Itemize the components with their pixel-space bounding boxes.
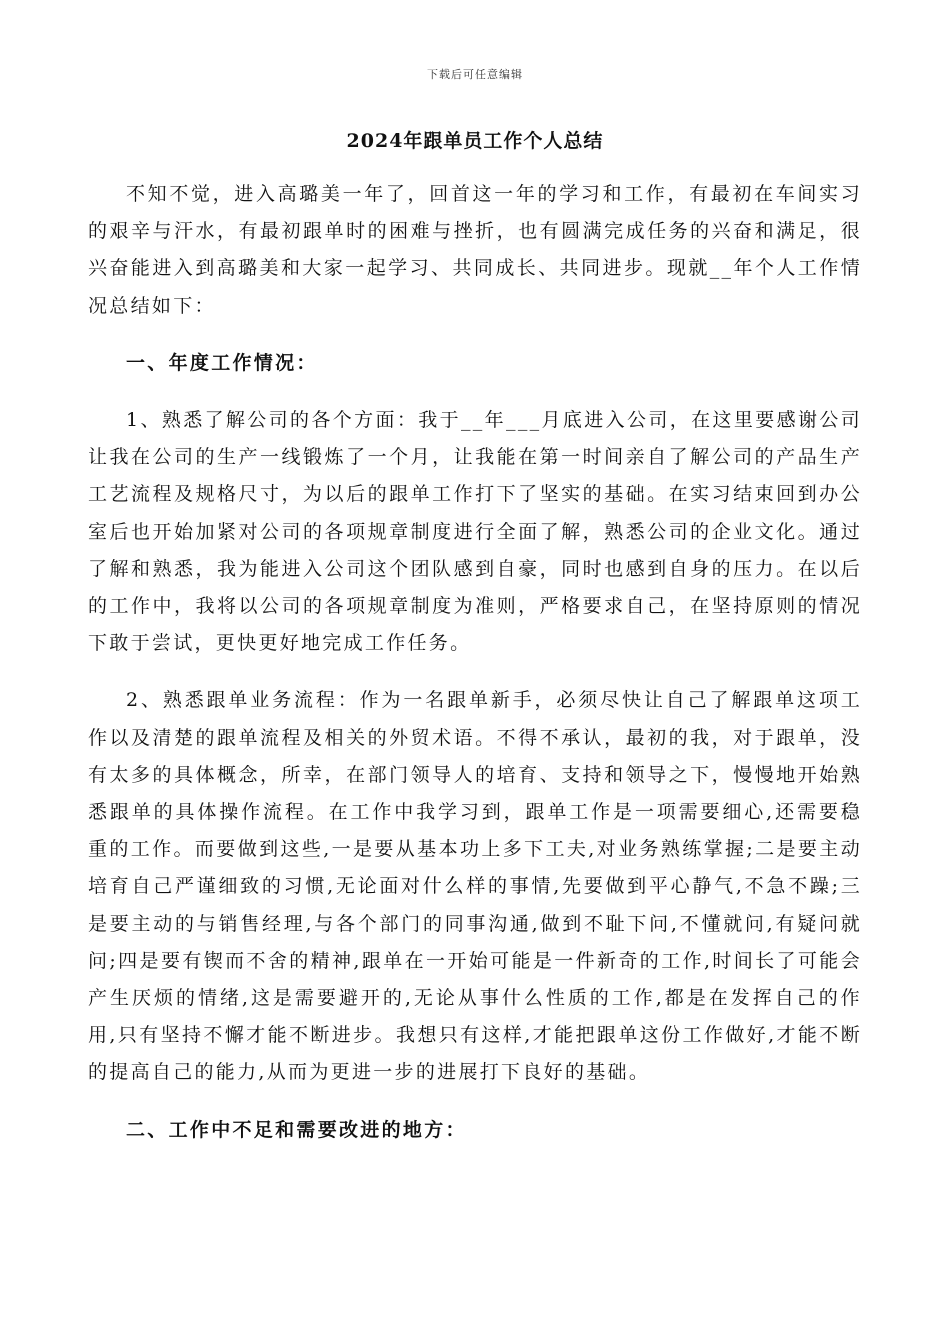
section-1-item-1: 1、熟悉了解公司的各个方面：我于__年___月底进入公司，在这里要感谢公司让我在公司的生产一线锻炼了一个月，让我能在第一时间亲自了解公司的产品生产工艺流程及规格尺寸，为以后的跟单工作打下了坚实的基础。在实习结束回到办公室后也开始加紧对公司的各项规章制度进行全面了解，熟悉公司的企业文化。通过了解和熟悉，我为能进入公司这个团队感到自豪，同时也感到自身的压力。在以后的工作中，我将以公司的各项规章制度为准则，严格要求自己，在坚持原则的情况下敢于尝试，更快更好地完成工作任务。 xyxy=(88,409,862,655)
section-2-heading: 二、工作中不足和需要改进的地方： xyxy=(126,1118,467,1141)
spacer xyxy=(88,662,862,682)
spacer xyxy=(88,382,862,402)
header-note: 下载后可任意编辑 xyxy=(427,68,523,81)
intro-paragraph: 不知不觉，进入高璐美一年了，回首这一年的学习和工作，有最初在车间实习的艰辛与汗水，有最初跟单时的困难与挫折，也有圆满完成任务的兴奋和满足，很兴奋能进入到高璐美和大家一起学习、共同成长、共同进步。现就__年个人工作情况总结如下： xyxy=(88,183,862,317)
spacer xyxy=(88,1092,862,1112)
spacer xyxy=(88,325,862,345)
section-1-heading: 一、年度工作情况： xyxy=(126,351,318,374)
document-title: 2024年跟单员工作个人总结 xyxy=(346,130,604,152)
document-body xyxy=(88,176,862,1149)
section-1-item-2: 2、熟悉跟单业务流程：作为一名跟单新手，必须尽快让自己了解跟单这项工作以及清楚的跟单流程及相关的外贸术语。不得不承认，最初的我，对于跟单，没有太多的具体概念，所幸，在部门领导人的培育、支持和领导之下，慢慢地开始熟悉跟单的具体操作流程。在工作中我学习到，跟单工作是一项需要细心,还需要稳重的工作。而要做到这些,一是要从基本功上多下工夫,对业务熟练掌握;二是要主动培育自己严谨细致的习惯,无论面对什么样的事情,先要做到平心静气,不急不躁;三是要主动的与销售经理,与各个部门的同事沟通,做到不耻下问,不懂就问,有疑问就问;四是要有锲而不舍的精神,跟单在一开始可能是一件新奇的工作,时间长了可能会产生厌烦的情绪,这是需要避开的,无论从事什么性质的工作,都是在发挥自己的作用,只有坚持不懈才能不断进步。我想只有这样,才能把跟单这份工作做好,才能不断的提高自己的能力,从而为更进一步的进展打下良好的基础。 xyxy=(88,689,862,1084)
